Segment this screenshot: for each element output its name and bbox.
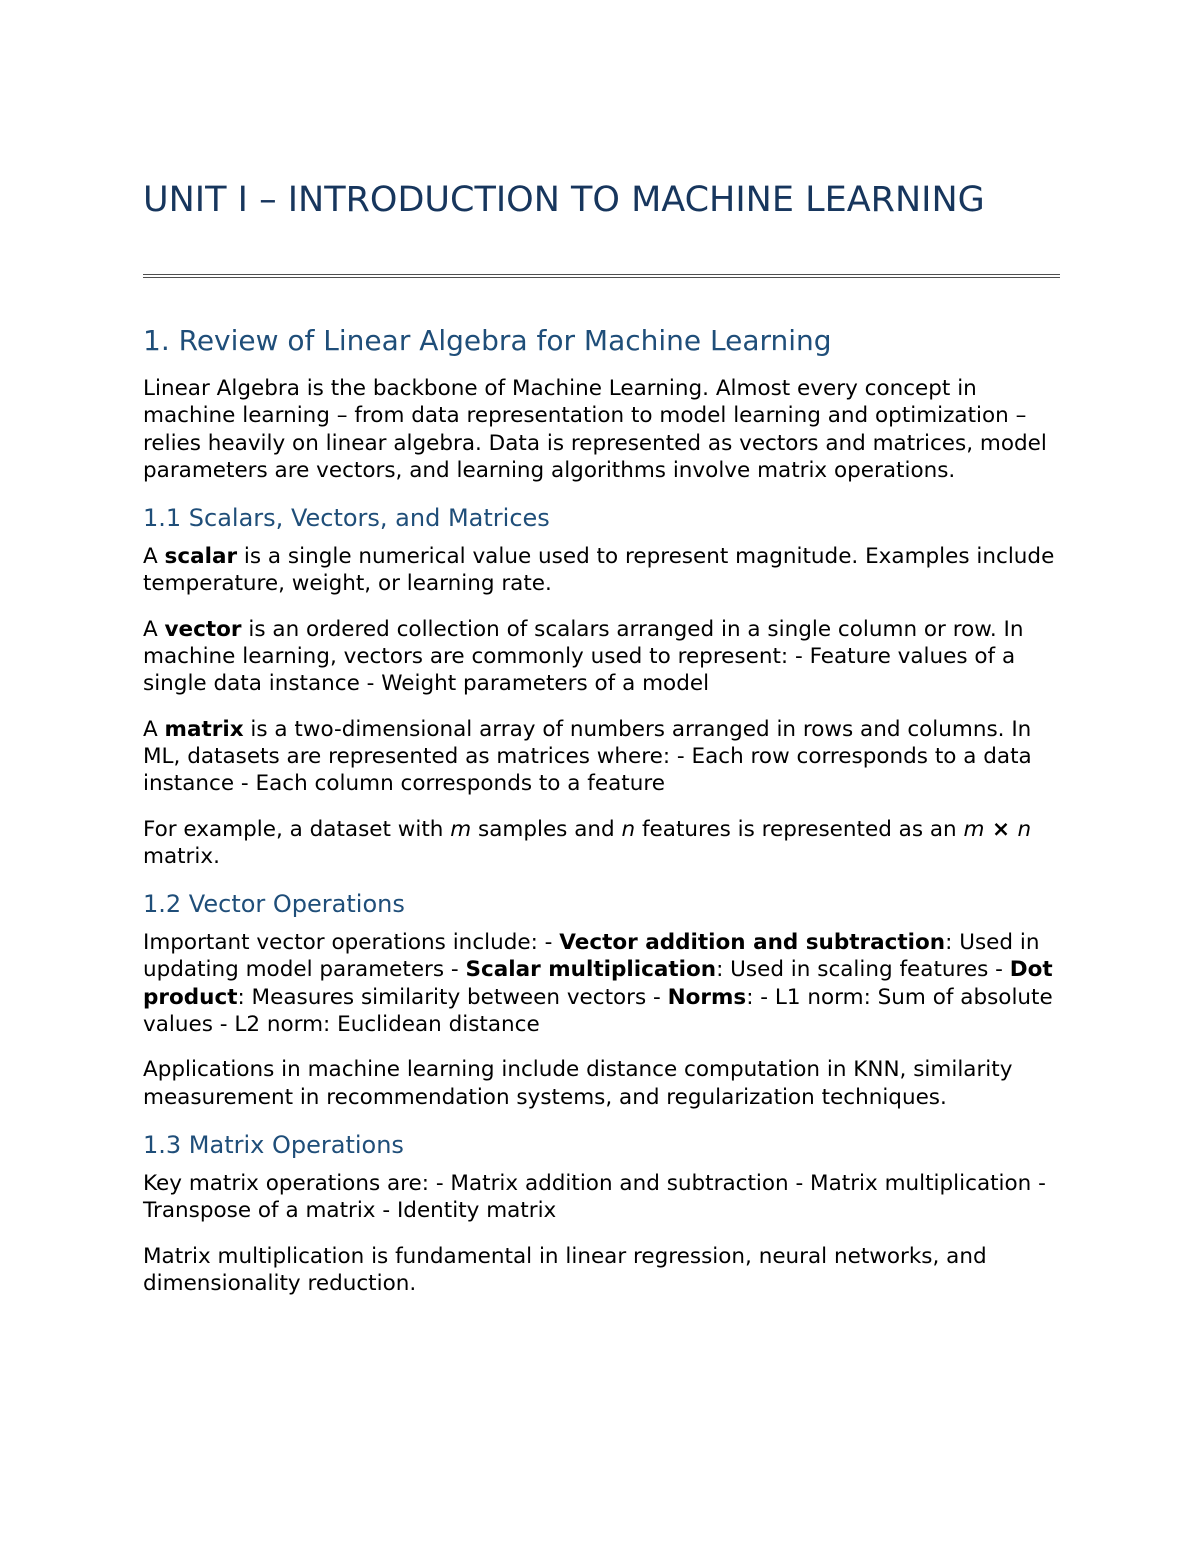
vector-term: vector — [164, 616, 242, 642]
scalar-definition — [143, 543, 1060, 598]
document-title: UNIT I – INTRODUCTION TO MACHINE LEARNING — [143, 180, 985, 220]
title-divider — [143, 274, 1060, 278]
section-heading-linear-algebra: 1. Review of Linear Algebra for Machine Learning — [143, 324, 832, 357]
vector-addition-term: Vector addition and subtraction — [559, 930, 946, 956]
example-m-dim: m — [963, 816, 985, 842]
matrix-a: A — [143, 716, 165, 742]
section-heading-scalars-vectors-matrices: 1.1 Scalars, Vectors, and Matrices — [143, 504, 550, 533]
section-heading-matrix-operations: 1.3 Matrix Operations — [143, 1130, 404, 1159]
scalar-multiplication-term: Scalar multiplication — [465, 957, 717, 983]
dot-product-text: : Measures similarity between vectors - — [237, 984, 668, 1010]
matrix-operations-list: Key matrix operations are: - Matrix addition and subtraction - Matrix multiplication - Transpose of a matrix - Identity matrix — [143, 1170, 1046, 1224]
dot-product-term: Dot product — [143, 957, 1053, 1010]
document-body — [143, 322, 1060, 1315]
norms-term: Norms — [667, 984, 747, 1010]
dataset-example — [143, 816, 1060, 871]
vector-text: is an ordered collection of scalars arranged in a single column or row. In machine learning, vectors are commonly used to represent: - Feature values of a single data instance - Weight parameters of a model — [143, 616, 1024, 697]
vector-operations-list — [143, 929, 1060, 1038]
example-part-2: samples and — [471, 816, 622, 842]
matrix-text: is a two-dimensional array of numbers arranged in rows and columns. In ML, datasets are represented as matrices where: - Each row corresponds to a data instance - Each column corresponds to a feature — [143, 716, 1032, 797]
example-part-1: For example, a dataset with — [143, 816, 451, 842]
scalar-term: scalar — [164, 544, 238, 570]
example-part-3: features is represented as an — [635, 816, 964, 842]
scalar-text: is a single numerical value used to represent magnitude. Examples include temperature, weight, or learning rate. — [143, 544, 1055, 597]
example-part-4: matrix. — [143, 843, 220, 869]
scalar-multiplication-text: : Used in scaling features - — [716, 957, 1010, 983]
section-heading-vector-operations: 1.2 Vector Operations — [143, 890, 405, 919]
matrix-term: matrix — [164, 716, 244, 742]
vector-a: A — [143, 616, 165, 642]
norms-text: : - L1 norm: Sum of absolute values - L2 norm: Euclidean distance — [143, 984, 1053, 1038]
vector-definition — [143, 616, 1060, 698]
example-n: n — [621, 816, 636, 842]
vector-addition-text: : Used in updating model parameters - — [143, 930, 1040, 983]
example-m: m — [450, 816, 472, 842]
linear-algebra-intro: Linear Algebra is the backbone of Machine Learning. Almost every concept in machine learning – from data representation to model learning and optimization – relies heavily on linear algebra. Data is represented as vectors and matrices, model parameters are vectors, and learning algorithms involve matrix operations. — [143, 376, 1047, 483]
vector-ops-lead: Important vector operations include: - — [143, 930, 560, 956]
example-times: × — [984, 816, 1018, 842]
scalar-a: A — [143, 544, 165, 570]
vector-applications: Applications in machine learning include distance computation in KNN, similarity measurement in recommendation systems, and regularization techniques. — [143, 1057, 1013, 1110]
matrix-multiplication-importance: Matrix multiplication is fundamental in linear regression, neural networks, and dimensionality reduction. — [143, 1243, 987, 1296]
matrix-definition — [143, 716, 1060, 798]
example-n-dim: n — [1017, 816, 1032, 842]
